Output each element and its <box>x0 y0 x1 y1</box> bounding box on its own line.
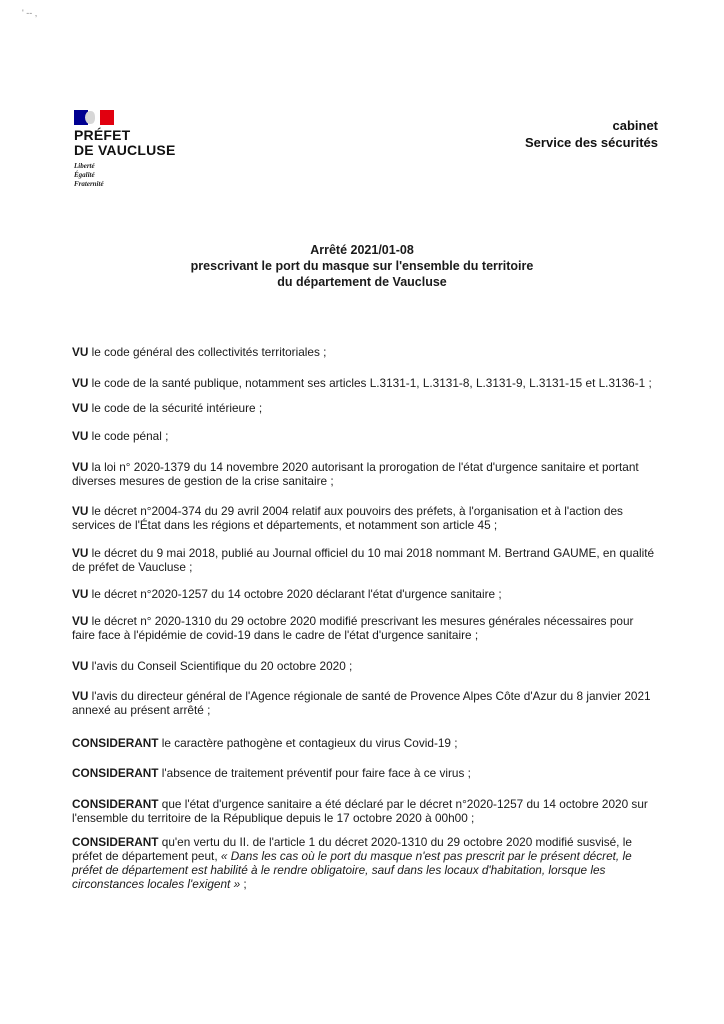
logo-line1: PRÉFET <box>74 127 131 143</box>
recital-keyword: VU <box>72 460 89 474</box>
recital-tail: ; <box>240 877 247 891</box>
motto-fraternite: Fraternité <box>74 180 104 188</box>
recital-quote: « Dans les cas où le port du masque n'est pas prescrit par le présent décret, le préfet de département est habilité à le rendre obligatoire, sauf dans les locaux d'habitation, lorsque les circonstances locales l'exigent » <box>72 849 632 891</box>
recital-paragraph <box>72 345 658 359</box>
service-block <box>525 117 658 151</box>
logo-motto <box>74 162 176 189</box>
recital-paragraph <box>72 401 658 415</box>
recital-paragraph <box>72 587 658 601</box>
motto-egalite: Égalité <box>74 171 95 179</box>
logo-line2: DE VAUCLUSE <box>74 142 176 158</box>
decree-title <box>0 242 724 290</box>
recital-paragraph <box>72 659 658 673</box>
scan-mark: ' -- , <box>22 8 38 18</box>
recital-keyword: VU <box>72 546 89 560</box>
recital-text: le décret n°2004-374 du 29 avril 2004 relatif aux pouvoirs des préfets, à l'organisation et à l'action des services de l'État dans les régions et départements, et notamment son article 45 ; <box>72 504 623 532</box>
recital-keyword: VU <box>72 614 89 628</box>
recital-paragraph <box>72 835 658 891</box>
recital-keyword: VU <box>72 587 89 601</box>
recital-text: le décret n° 2020-1310 du 29 octobre 2020 modifié prescrivant les mesures générales nécessaires pour faire face à l'épidémie de covid-19 dans le cadre de l'état d'urgence sanitaire ; <box>72 614 634 642</box>
recital-keyword: CONSIDERANT <box>72 736 159 750</box>
recital-keyword: VU <box>72 689 89 703</box>
recital-paragraph <box>72 689 658 717</box>
decree-subject-line1: prescrivant le port du masque sur l'ensemble du territoire <box>190 259 534 273</box>
recital-keyword: VU <box>72 401 89 415</box>
recital-text: le code pénal ; <box>88 429 169 443</box>
recital-text: le code général des collectivités territoriales ; <box>88 345 327 359</box>
recital-text: le code de la santé publique, notamment ses articles L.3131-1, L.3131-8, L.3131-9, L.3131-15 et L.3136-1 ; <box>88 376 652 390</box>
service-name: Service des sécurités <box>525 135 658 150</box>
recital-keyword: CONSIDERANT <box>72 797 159 811</box>
recital-text: l'avis du Conseil Scientifique du 20 octobre 2020 ; <box>88 659 353 673</box>
service-cabinet: cabinet <box>612 118 658 133</box>
prefecture-logo <box>74 110 176 189</box>
recital-text: le caractère pathogène et contagieux du virus Covid-19 ; <box>158 736 458 750</box>
recital-paragraph <box>72 504 658 532</box>
recital-paragraph <box>72 546 658 574</box>
recital-paragraph <box>72 429 658 443</box>
recital-keyword: VU <box>72 429 89 443</box>
recital-text: que l'état d'urgence sanitaire a été déclaré par le décret n°2020-1257 du 14 octobre 2020 sur l'ensemble du territoire de la République depuis le 17 octobre 2020 à 00h00 ; <box>72 797 648 825</box>
recital-text: l'absence de traitement préventif pour faire face à ce virus ; <box>158 766 471 780</box>
motto-liberte: Liberté <box>74 162 95 170</box>
recital-paragraph <box>72 460 658 488</box>
decree-subject-line2: du département de Vaucluse <box>277 275 447 289</box>
recital-paragraph <box>72 614 658 642</box>
recital-paragraph <box>72 797 658 825</box>
recital-text: la loi n° 2020-1379 du 14 novembre 2020 autorisant la prorogation de l'état d'urgence sanitaire et portant diverses mesures de gestion de la crise sanitaire ; <box>72 460 639 488</box>
recital-text: qu'en vertu du II. de l'article 1 du décret 2020-1310 du 29 octobre 2020 modifié susvisé, le préfet de département peut, <box>72 835 632 863</box>
recital-paragraph <box>72 376 658 390</box>
recital-keyword: CONSIDERANT <box>72 766 159 780</box>
recital-text: l'avis du directeur général de l'Agence régionale de santé de Provence Alpes Côte d'Azur du 8 janvier 2021 annexé au présent arrêté ; <box>72 689 651 717</box>
recital-keyword: VU <box>72 504 89 518</box>
recital-keyword: CONSIDERANT <box>72 835 159 849</box>
recital-paragraph <box>72 736 658 750</box>
recital-keyword: VU <box>72 659 89 673</box>
recital-keyword: VU <box>72 345 89 359</box>
decree-number: Arrêté 2021/01-08 <box>310 243 414 257</box>
marianne-flag-icon <box>74 110 114 125</box>
recital-text: le décret du 9 mai 2018, publié au Journal officiel du 10 mai 2018 nommant M. Bertrand GAUME, en qualité de préfet de Vaucluse ; <box>72 546 655 574</box>
recital-paragraph <box>72 766 658 780</box>
recital-keyword: VU <box>72 376 89 390</box>
recital-text: le code de la sécurité intérieure ; <box>88 401 263 415</box>
recital-text: le décret n°2020-1257 du 14 octobre 2020 déclarant l'état d'urgence sanitaire ; <box>88 587 502 601</box>
